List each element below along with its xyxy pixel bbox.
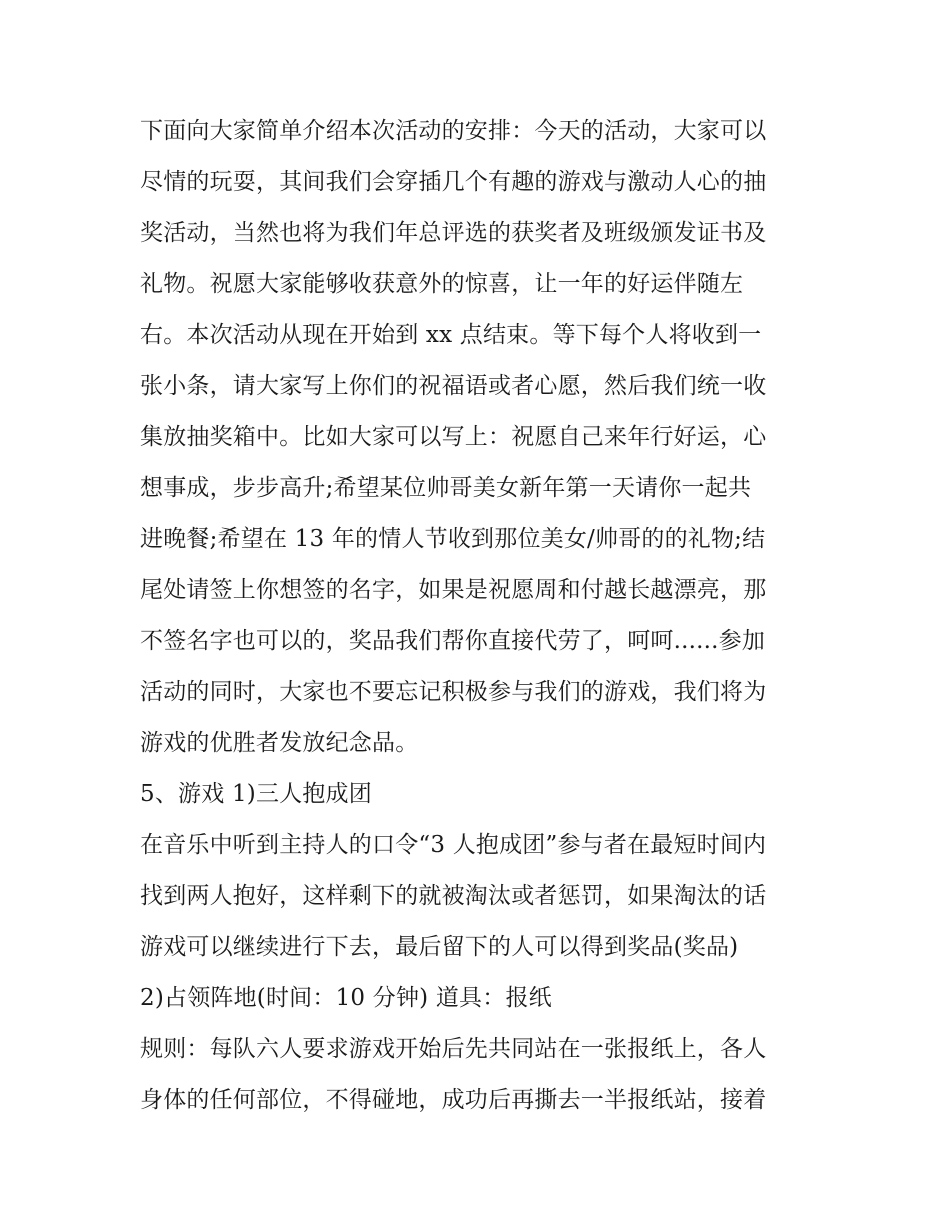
text-line: 尾处请签上你想签的名字，如果是祝愿周和付越长越漂亮，那 — [140, 577, 767, 603]
text-line: 奖活动，当然也将为我们年总评选的获奖者及班级颁发证书及 — [140, 220, 767, 246]
section-heading: 5、游戏 1)三人抱成团 — [140, 781, 372, 807]
text-line: 张小条，请大家写上你们的祝福语或者心愿，然后我们统一收 — [140, 373, 767, 399]
subsection-heading: 2)占领阵地(时间：10 分钟) 道具：报纸 — [140, 985, 552, 1011]
text-line: 活动的同时，大家也不要忘记积极参与我们的游戏，我们将为 — [140, 679, 767, 705]
text-line: 集放抽奖箱中。比如大家可以写上：祝愿自己来年行好运，心 — [140, 424, 767, 450]
document-body — [140, 106, 820, 1126]
text-line: 想事成，步步高升;希望某位帅哥美女新年第一天请你一起共 — [140, 475, 752, 501]
text-line: 找到两人抱好，这样剩下的就被淘汰或者惩罚，如果淘汰的话 — [140, 883, 767, 909]
text-line: 身体的任何部位，不得碰地，成功后再撕去一半报纸站，接着 — [140, 1087, 767, 1113]
text-line: 不签名字也可以的，奖品我们帮你直接代劳了，呵呵......参加 — [140, 628, 766, 654]
text-line: 规则：每队六人要求游戏开始后先共同站在一张报纸上，各人 — [140, 1036, 767, 1062]
text-line: 下面向大家简单介绍本次活动的安排：今天的活动，大家可以 — [140, 118, 767, 144]
text-line: 进晚餐;希望在 13 年的情人节收到那位美女/帅哥的的礼物;结 — [140, 526, 766, 552]
text-line: 游戏的优胜者发放纪念品。 — [140, 730, 419, 756]
text-line: 右。本次活动从现在开始到 xx 点结束。等下每个人将收到一 — [140, 322, 762, 348]
text-line: 礼物。祝愿大家能够收获意外的惊喜，让一年的好运伴随左 — [140, 271, 744, 297]
text-line: 在音乐中听到主持人的口令“3 人抱成团”参与者在最短时间内 — [140, 832, 767, 858]
text-line: 游戏可以继续进行下去，最后留下的人可以得到奖品(奖品) — [140, 934, 739, 960]
text-line: 尽情的玩耍，其间我们会穿插几个有趣的游戏与激动人心的抽 — [140, 169, 767, 195]
